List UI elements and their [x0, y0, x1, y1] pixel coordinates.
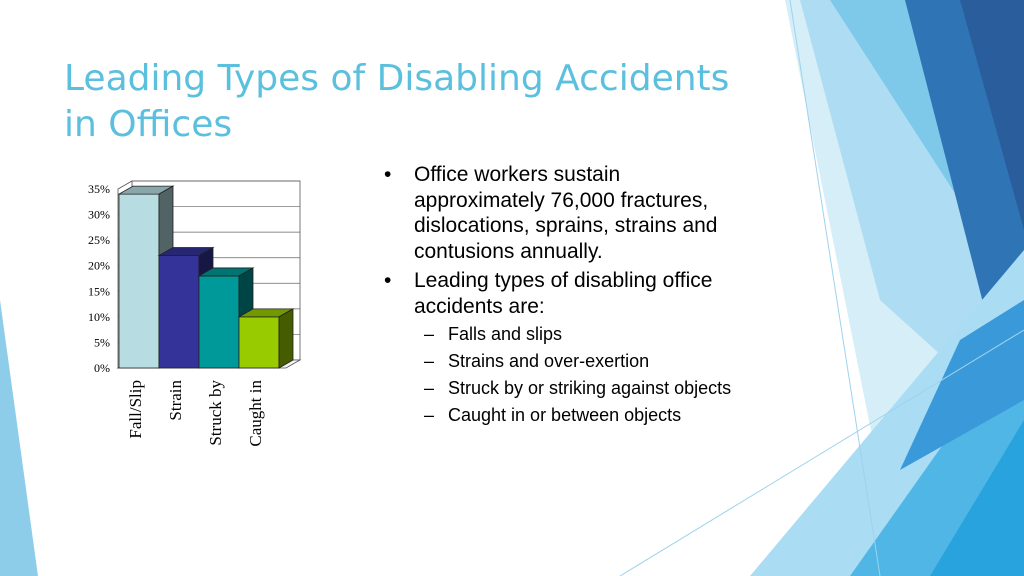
sub-bullet-dash: – [424, 324, 435, 344]
bar-front [119, 194, 159, 368]
y-tick-label: 20% [88, 258, 110, 273]
y-tick-label: 5% [94, 335, 110, 350]
bullet-dot: • [384, 163, 392, 186]
sub-bullet-text: Falls and slips [448, 324, 563, 344]
bar-front [239, 317, 279, 368]
bullet-text: Office workers sustain approximately 76,000 fractures, dislocations, sprains, strains and contusions annually. [414, 163, 718, 263]
y-tick-label: 25% [88, 233, 110, 248]
bar-front [199, 276, 239, 368]
sub-bullet-text: Strains and over-exertion [448, 351, 650, 371]
sub-bullet-item [380, 377, 740, 399]
y-tick-label: 0% [94, 361, 110, 375]
bar-chart [70, 170, 320, 460]
x-tick-label: Strain [165, 380, 185, 421]
bullet-list [380, 162, 740, 431]
bullet-text: Leading types of disabling office accidents are: [414, 269, 713, 318]
bar-side [279, 309, 293, 368]
sub-bullet-dash: – [424, 378, 435, 398]
sub-bullet-item [380, 323, 740, 345]
y-tick-label: 10% [88, 309, 110, 324]
sub-bullet-item [380, 404, 740, 426]
x-tick-label: Fall/Slip [125, 380, 145, 439]
slide-title: Leading Types of Disabling Accidents in Offices [64, 58, 730, 145]
bullet-dot: • [384, 269, 392, 292]
y-tick-label: 35% [88, 182, 110, 196]
x-tick-label: Struck by [205, 380, 225, 446]
sub-bullet-text: Caught in or between objects [448, 405, 682, 425]
bar-front [159, 255, 199, 368]
y-tick-label: 15% [88, 284, 110, 299]
deco-shape-left [0, 300, 38, 576]
sub-bullet-item [380, 350, 740, 372]
x-tick-label: Caught in [245, 380, 265, 447]
sub-bullet-dash: – [424, 405, 435, 425]
bullet-item [380, 162, 740, 264]
bullet-item [380, 268, 740, 319]
sub-bullet-dash: – [424, 351, 435, 371]
y-tick-label: 30% [88, 207, 110, 222]
sub-bullet-text: Struck by or striking against objects [448, 378, 732, 398]
